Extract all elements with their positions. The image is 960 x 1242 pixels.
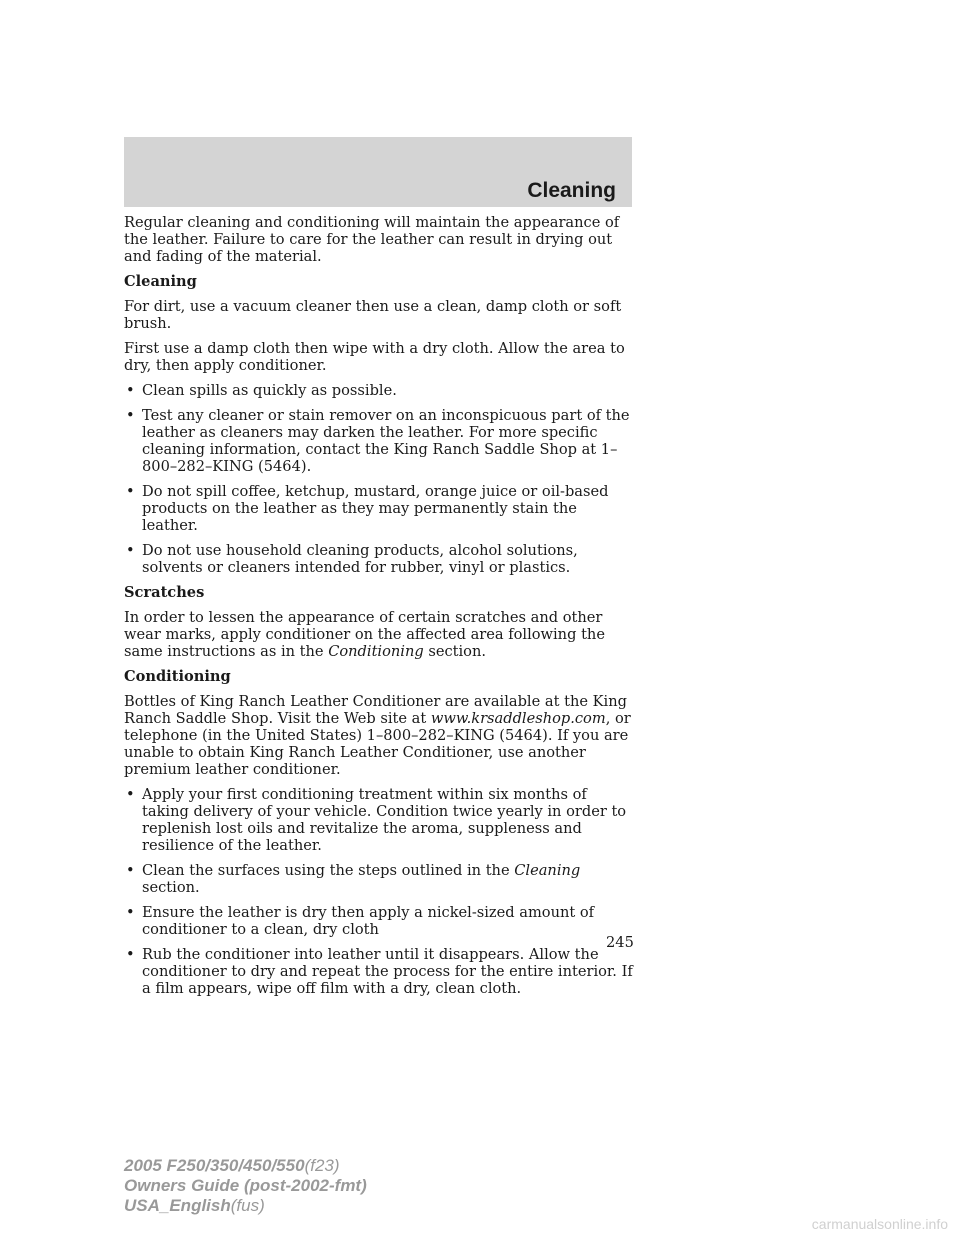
list-item: • Rub the conditioner into leather until it disappears. Allow the conditioner to dry and repeat the process for the entire interior. If a film appears, wipe off film with a dry, clean cloth. [126, 946, 633, 997]
list-item: • Apply your first conditioning treatment within six months of taking delivery of your vehicle. Condition twice yearly in order to replenish lost oils and revitalize the aroma, suppleness and resilience of the leather. [126, 786, 627, 854]
scratches-paragraph: In order to lessen the appearance of certain scratches and other wear marks, apply conditioner on the affected area following the same instructions as in the Conditioning section. [124, 609, 605, 660]
list-item: • Clean the surfaces using the steps outlined in the Cleaning section. [126, 862, 581, 896]
conditioning-paragraph: Bottles of King Ranch Leather Conditioner are available at the King Ranch Saddle Shop. Visit the Web site at www.krsaddleshop.com, or telephone (in the United States) 1–800–282–KING (5464). If you are unable to obtain King Ranch Leather Conditioner, use another premium leather conditioner. [124, 693, 631, 778]
conditioning-reference: Conditioning [328, 643, 424, 660]
bullet-icon: • [126, 946, 135, 963]
bullet-icon: • [126, 382, 135, 399]
cleaning-bullet-list [124, 382, 636, 576]
website-url: www.krsaddleshop.com [430, 710, 606, 727]
footer-line-3: USA_English(fus) [124, 1196, 265, 1215]
document-footer [124, 1156, 367, 1216]
conditioning-bullet-list [124, 786, 636, 997]
list-item: • Test any cleaner or stain remover on an inconspicuous part of the leather as cleaners may darken the leather. For more specific cleaning information, contact the King Ranch Saddle Shop at 1–800–282–KING (5464). [126, 407, 630, 475]
section-title: Cleaning [527, 179, 616, 202]
section-header-band [124, 137, 632, 207]
list-item: • Do not spill coffee, ketchup, mustard, orange juice or oil-based products on the leather as they may permanently stain the leather. [126, 483, 609, 534]
footer-line-2: Owners Guide (post-2002-fmt) [124, 1176, 367, 1195]
list-item: • Do not use household cleaning products, alcohol solutions, solvents or cleaners intended for rubber, vinyl or plastics. [126, 542, 578, 576]
cleaning-reference: Cleaning [514, 862, 581, 879]
footer-line-1: 2005 F250/350/450/550(f23) [124, 1156, 340, 1175]
site-watermark: carmanualsonline.info [811, 1216, 948, 1232]
bullet-icon: • [126, 786, 135, 803]
page-number: 245 [606, 934, 634, 951]
bullet-icon: • [126, 483, 135, 500]
scratches-heading: Scratches [124, 584, 205, 601]
cleaning-paragraph-1: For dirt, use a vacuum cleaner then use a clean, damp cloth or soft brush. [124, 298, 622, 332]
bullet-icon: • [126, 542, 135, 559]
cleaning-paragraph-2: First use a damp cloth then wipe with a dry cloth. Allow the area to dry, then apply conditioner. [124, 340, 625, 374]
bullet-icon: • [126, 904, 135, 921]
page-content [124, 214, 636, 1005]
list-item: • Ensure the leather is dry then apply a nickel-sized amount of conditioner to a clean, dry cloth [126, 904, 595, 938]
cleaning-heading: Cleaning [124, 273, 197, 290]
bullet-icon: • [126, 862, 135, 879]
intro-paragraph: Regular cleaning and conditioning will maintain the appearance of the leather. Failure to care for the leather can result in drying out and fading of the material. [124, 214, 620, 265]
bullet-icon: • [126, 407, 135, 424]
conditioning-heading: Conditioning [124, 668, 231, 685]
list-item: • Clean spills as quickly as possible. [126, 382, 397, 399]
